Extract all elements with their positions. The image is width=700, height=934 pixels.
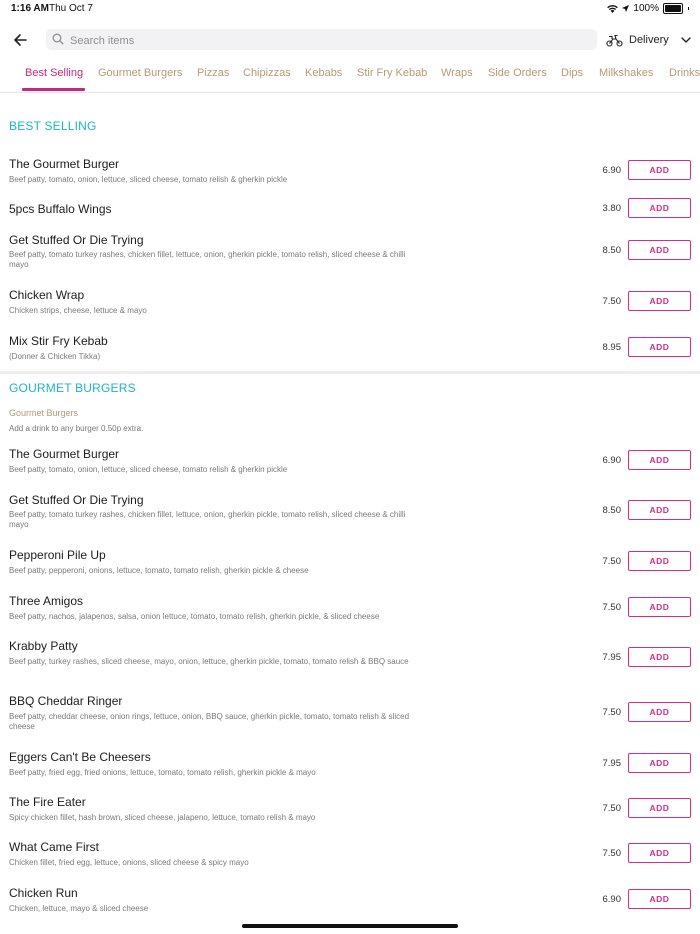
- item-price: 8.95: [602, 342, 621, 353]
- item-description: Chicken, lettuce, mayo & sliced cheese: [9, 904, 149, 913]
- item-description: Beef patty, cheddar cheese, onion rings, lettuce, onion, BBQ sauce, gherkin pickle, tomato, tomato relish & sliced cheese: [9, 712, 410, 731]
- item-description: Beef patty, nachos, jalapenos, salsa, onion lettuce, tomato, tomato relish, gherkin pickle, & sliced cheese: [9, 612, 380, 621]
- item-price: 6.90: [602, 894, 621, 905]
- item-price: 7.50: [602, 296, 621, 307]
- add-button[interactable]: ADD: [628, 702, 691, 722]
- add-button[interactable]: ADD: [628, 337, 691, 357]
- status-bar: [0, 0, 700, 18]
- add-button[interactable]: ADD: [628, 597, 691, 617]
- item-name: Krabby Patty: [9, 639, 78, 653]
- add-button[interactable]: ADD: [628, 160, 691, 180]
- tab-wraps[interactable]: Wraps: [441, 67, 473, 79]
- add-button[interactable]: ADD: [628, 753, 691, 773]
- item-name: The Fire Eater: [9, 795, 86, 809]
- tab-kebabs[interactable]: Kebabs: [305, 67, 343, 79]
- add-button[interactable]: ADD: [628, 450, 691, 470]
- item-price: 7.95: [602, 652, 621, 663]
- status-indicators: [607, 3, 689, 14]
- item-price: 8.50: [602, 505, 621, 516]
- item-price: 7.50: [602, 556, 621, 567]
- location-icon: [622, 5, 629, 12]
- item-description: Beef patty, tomato turkey rashes, chicken fillet, lettuce, onion, gherkin pickle, tomato relish, sliced cheese & chilli mayo: [9, 510, 406, 529]
- arrow-left-icon: [10, 29, 32, 51]
- tab-stir-fry-kebab[interactable]: Stir Fry Kebab: [357, 67, 428, 79]
- item-name: Three Amigos: [9, 594, 84, 608]
- tab-milkshakes[interactable]: Milkshakes: [599, 67, 654, 79]
- item-name: Get Stuffed Or Die Trying: [9, 493, 144, 507]
- scooter-icon: [606, 34, 623, 47]
- item-description: Beef patty, tomato, onion, lettuce, sliced cheese, tomato relish & gherkin pickle: [9, 465, 288, 474]
- item-name: Eggers Can't Be Cheesers: [9, 750, 151, 764]
- section-note: Add a drink to any burger 0.50p extra.: [9, 424, 144, 433]
- add-button[interactable]: ADD: [628, 500, 691, 520]
- back-button[interactable]: [10, 29, 32, 51]
- top-bar: [0, 24, 700, 56]
- item-description: Beef patty, fried egg, fried onions, lettuce, tomato, tomato relish, gherkin pickle & mayo: [9, 768, 316, 777]
- item-name: Pepperoni Pile Up: [9, 548, 106, 562]
- search-icon: [52, 33, 64, 45]
- delivery-label: Delivery: [629, 34, 669, 46]
- item-price: 8.50: [602, 245, 621, 256]
- item-price: 3.80: [602, 203, 621, 214]
- section-subtitle: Gourmet Burgers: [9, 408, 79, 418]
- item-name: What Came First: [9, 840, 100, 854]
- search-input[interactable]: [68, 29, 572, 52]
- wifi-icon: [607, 5, 618, 13]
- delivery-selector[interactable]: [606, 30, 693, 50]
- item-name: The Gourmet Burger: [9, 157, 120, 171]
- item-price: 6.90: [602, 455, 621, 466]
- tab-pizzas[interactable]: Pizzas: [197, 67, 230, 79]
- item-description: (Donner & Chicken Tikka): [9, 352, 101, 361]
- category-tabs: [0, 60, 700, 93]
- item-name: Chicken Run: [9, 886, 78, 900]
- add-button[interactable]: ADD: [628, 889, 691, 909]
- item-name: The Gourmet Burger: [9, 447, 120, 461]
- item-description: Beef patty, turkey rashes, sliced cheese, mayo, onion, lettuce, gherkin pickle, tomato, tomato relish & BBQ sauce: [9, 657, 409, 666]
- tab-drinks[interactable]: Drinks: [669, 67, 700, 79]
- tab-chipizzas[interactable]: Chipizzas: [243, 67, 291, 79]
- add-button[interactable]: ADD: [628, 647, 691, 667]
- item-description: Beef patty, tomato, onion, lettuce, sliced cheese, tomato relish & gherkin pickle: [9, 175, 288, 184]
- item-description: Beef patty, tomato turkey rashes, chicken fillet, lettuce, onion, gherkin pickle, tomato relish, sliced cheese & chilli mayo: [9, 250, 406, 269]
- active-tab-indicator: [22, 88, 85, 91]
- status-time: 1:16 AM: [11, 3, 49, 14]
- item-description: Chicken fillet, fried egg, lettuce, onions, sliced cheese & spicy mayo: [9, 858, 249, 867]
- item-description: Spicy chicken fillet, hash brown, sliced cheese, jalapeno, lettuce, tomato relish & mayo: [9, 813, 316, 822]
- tab-best-selling[interactable]: Best Selling: [25, 67, 84, 79]
- section-divider: [0, 371, 700, 374]
- item-description: Beef patty, pepperoni, onions, lettuce, tomato, tomato relish, gherkin pickle & cheese: [9, 566, 309, 575]
- add-button[interactable]: ADD: [628, 551, 691, 571]
- item-name: Get Stuffed Or Die Trying: [9, 233, 144, 247]
- item-name: 5pcs Buffalo Wings: [9, 202, 112, 216]
- item-price: 7.50: [602, 803, 621, 814]
- item-price: 7.50: [602, 707, 621, 718]
- chevron-down-icon: [679, 35, 693, 45]
- home-indicator[interactable]: [242, 924, 458, 928]
- battery-percent: 100%: [633, 3, 659, 14]
- battery-icon: [663, 3, 683, 14]
- item-name: BBQ Cheddar Ringer: [9, 694, 123, 708]
- add-button[interactable]: ADD: [628, 843, 691, 863]
- status-date: Thu Oct 7: [49, 3, 93, 14]
- search-bar[interactable]: [46, 29, 597, 50]
- tab-side-orders[interactable]: Side Orders: [488, 67, 547, 79]
- item-price: 7.95: [602, 758, 621, 769]
- section-title-gourmet-burgers: GOURMET BURGERS: [9, 381, 136, 395]
- add-button[interactable]: ADD: [628, 798, 691, 818]
- item-price: 7.50: [602, 848, 621, 859]
- item-price: 6.90: [602, 165, 621, 176]
- tab-dips[interactable]: Dips: [561, 67, 584, 79]
- item-price: 7.50: [602, 602, 621, 613]
- add-button[interactable]: ADD: [628, 240, 691, 260]
- item-description: Chicken strips, cheese, lettuce & mayo: [9, 306, 147, 315]
- tab-gourmet-burgers[interactable]: Gourmet Burgers: [98, 67, 183, 79]
- item-name: Chicken Wrap: [9, 288, 85, 302]
- item-name: Mix Stir Fry Kebab: [9, 334, 108, 348]
- add-button[interactable]: ADD: [628, 291, 691, 311]
- section-title-best-selling: BEST SELLING: [9, 119, 97, 133]
- add-button[interactable]: ADD: [628, 198, 691, 218]
